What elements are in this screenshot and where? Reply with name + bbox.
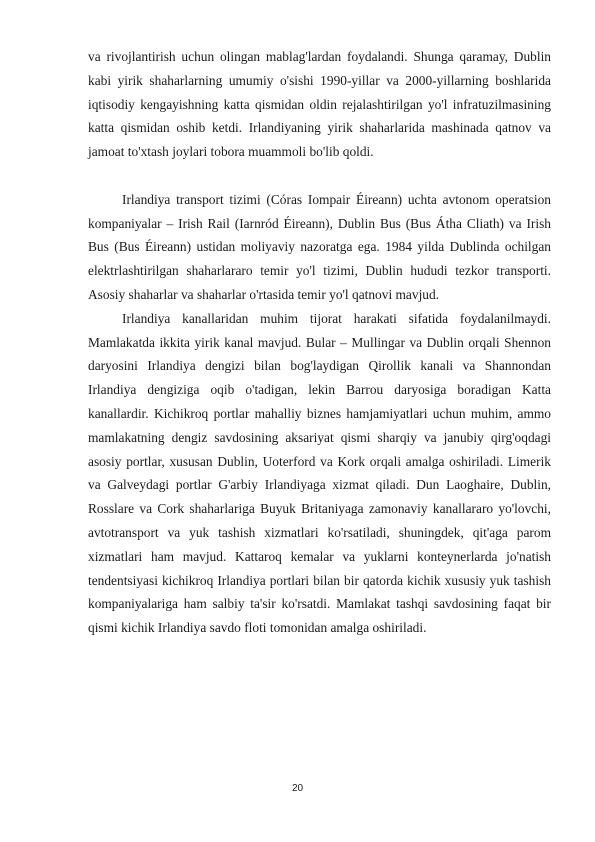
paragraph-1: va rivojlantirish uchun olingan mablag'lardan foydalandi. Shunga qaramay, Dublin kabi yirik shaharlarning umumiy o'sishi 1990-yillar va 2000-yillarning boshlarida iqtisodiy kengayishning katta qismidan oldin rejalashtirilgan yo'l infratuzilmasining katta qismidan oshib ketdi. Irlandiyaning yirik shaharlarida mashinada qatnov va jamoat to'xtash joylari tobora muammoli bo'lib qoldi. — [88, 49, 551, 160]
paragraph-3: Irlandiya kanallaridan muhim tijorat harakati sifatida foydalanilmaydi. Mamlakatda ikkita yirik kanal mavjud. Bular – Mullingar va Dublin orqali Shennon daryosini Irlandiya dengizi bilan bog'laydigan Qirollik kanali va Shannondan Irlandiya dengiziga oqib o'tadigan, lekin Barrou daryosiga boradigan Katta kanallardir. Kichikroq portlar mahalliy biznes hamjamiyatlari uchun muhim, ammo mamlakatning dengiz savdosining aksariyat qismi sharqiy va janubiy qirg'oqdagi asosiy portlar, xususan Dublin, Uoterford va Kork orqali amalga oshiriladi. Limerik va Galveydagi portlar G'arbiy Irlandiyaga xizmat qiladi. Dun Laoghaire, Dublin, Rosslare va Cork shaharlariga Buyuk Britaniyaga zamonaviy kanallararo yo'lovchi, avtotransport va yuk tashish xizmatlari ko'rsatiladi, shuningdek, qit'aga parom xizmatlari ham mavjud. Kattaroq kemalar va yuklarni konteynerlarda jo'natish tendentsiyasi kichikroq Irlandiya portlari bilan bir qatorda kichik xususiy yuk tashish kompaniyalariga ham salbiy ta'sir ko'rsatdi. Mamlakat tashqi savdosining faqat bir qismi kichik Irlandiya savdo floti tomonidan amalga oshiriladi. — [88, 310, 551, 636]
paragraph-spacer — [88, 164, 551, 188]
page-number: 20 — [291, 783, 304, 794]
document-page — [88, 45, 551, 640]
paragraph-2: Irlandiya transport tizimi (Córas Iompair Éireann) uchta avtonom operatsion kompaniyalar – Irish Rail (Iarnród Éireann), Dublin Bus (Bus Átha Cliath) va Irish Bus (Bus Éireann) ustidan moliyaviy nazoratga ega. 1984 yilda Dublinda ochilgan elektrlashtirilgan shaharlararo temir yo'l tizimi, Dublin hududi tezkor transporti. Asosiy shaharlar va shaharlar o'rtasida temir yo'l qatnovi mavjud. — [88, 191, 551, 302]
